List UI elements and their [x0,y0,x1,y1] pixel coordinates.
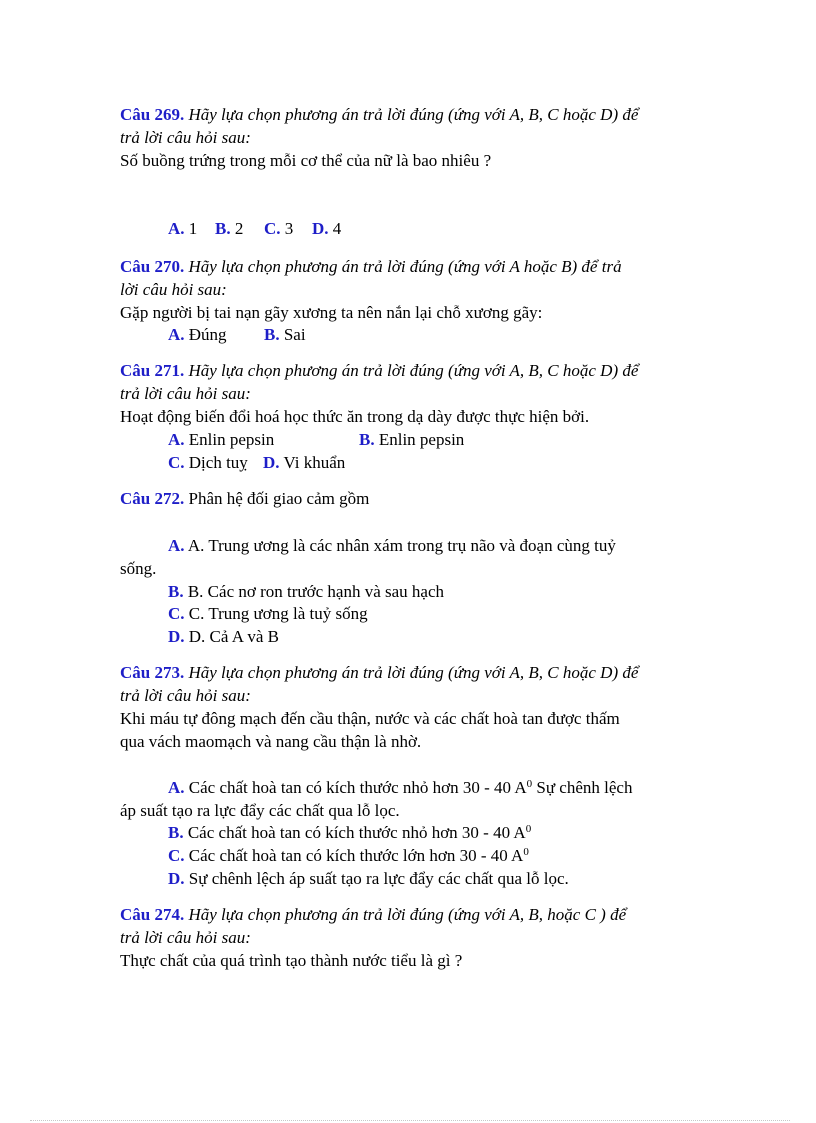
option-a-cont: sống. [120,559,157,578]
question-271-header [120,359,638,382]
option-b: B. B. Các nơ ron trước hạnh và sau hạch [168,582,444,601]
page-footer-divider [30,1120,790,1121]
option-a: A. Đúng [168,325,227,344]
option-a: A. Các chất hoà tan có kích thước nhỏ hơn 30 - 40 $A^0$ Sự chênh lệch [168,778,633,797]
superscript-zero: 0 [523,846,529,858]
question-270-text: Gặp người bị tai nạn gãy xương ta nên nắn lại chỗ xương gãy: [120,303,543,322]
question-272-text: Phân hệ đối giao cảm gồm [188,489,370,508]
question-label: Câu 269. [120,105,185,124]
option-d: D. Sự chênh lệch áp suất tạo ra lực đẩy các chất qua lỗ lọc. [168,869,569,888]
question-272-header [120,487,369,510]
option-b: B. Sai [264,325,306,344]
option-d: D. Vi khuẩn [263,453,346,472]
question-274-header [120,903,626,926]
question-269-text: Số buồng trứng trong mỗi cơ thể của nữ là bao nhiêu ? [120,151,492,170]
question-label: Câu 272. [120,489,185,508]
question-instruction: Hãy lựa chọn phương án trả lời đúng (ứng với A, B, hoặc C ) để [188,905,627,924]
option-d: D. D. Cả A và B [168,627,279,646]
option-a: A. Enlin pepsin [168,430,275,449]
question-274-text: Thực chất của quá trình tạo thành nước tiểu là gì ? [120,951,463,970]
question-instruction: Hãy lựa chọn phương án trả lời đúng (ứng với A hoặc B) để trả [188,257,622,276]
question-instruction-cont: lời câu hỏi sau: [120,280,227,299]
superscript-zero: 0 [526,778,533,790]
question-instruction-cont: trả lời câu hỏi sau: [120,686,251,705]
question-273-header [120,661,638,684]
option-c: C. C. Trung ương là tuỷ sống [168,604,368,623]
question-instruction-cont: trả lời câu hỏi sau: [120,384,251,403]
option-b: B. Enlin pepsin [359,430,465,449]
option-b: B. 2 [215,219,244,238]
option-c: C. Các chất hoà tan có kích thước lớn hơn 30 - 40 $A^0$ [168,846,529,865]
question-instruction-cont: trả lời câu hỏi sau: [120,928,251,947]
question-label: Câu 273. [120,663,185,682]
question-instruction: Hãy lựa chọn phương án trả lời đúng (ứng với A, B, C hoặc D) để [188,105,639,124]
superscript-zero: 0 [525,823,532,835]
option-c: C. 3 [264,219,294,238]
option-c: C. Dịch tuỵ [168,453,248,472]
question-instruction: Hãy lựa chọn phương án trả lời đúng (ứng với A, B, C hoặc D) để [188,361,639,380]
question-instruction: Hãy lựa chọn phương án trả lời đúng (ứng với A, B, C hoặc D) để [188,663,639,682]
question-269-header [120,103,638,126]
option-d: D. 4 [312,219,342,238]
option-b: B. Các chất hoà tan có kích thước nhỏ hơn 30 - 40 $A^0$ [168,823,532,842]
question-271-text: Hoạt động biến đổi hoá học thức ăn trong dạ dày được thực hiện bởi. [120,407,590,426]
question-label: Câu 270. [120,257,185,276]
question-instruction-cont: trả lời câu hỏi sau: [120,128,251,147]
question-label: Câu 274. [120,905,185,924]
option-a: A. 1 [168,219,198,238]
question-label: Câu 271. [120,361,185,380]
question-273-text-line1: Khi máu tự đông mạch đến cầu thận, nước và các chất hoà tan được thấm [120,709,620,728]
question-270-header [120,255,622,278]
option-a: A. A. Trung ương là các nhân xám trong trụ não và đoạn cùng tuỷ [168,536,616,555]
question-273-text-line2: qua vách maomạch và nang cầu thận là nhờ. [120,732,422,751]
option-a-cont: áp suất tạo ra lực đẩy các chất qua lỗ lọc. [120,801,400,820]
